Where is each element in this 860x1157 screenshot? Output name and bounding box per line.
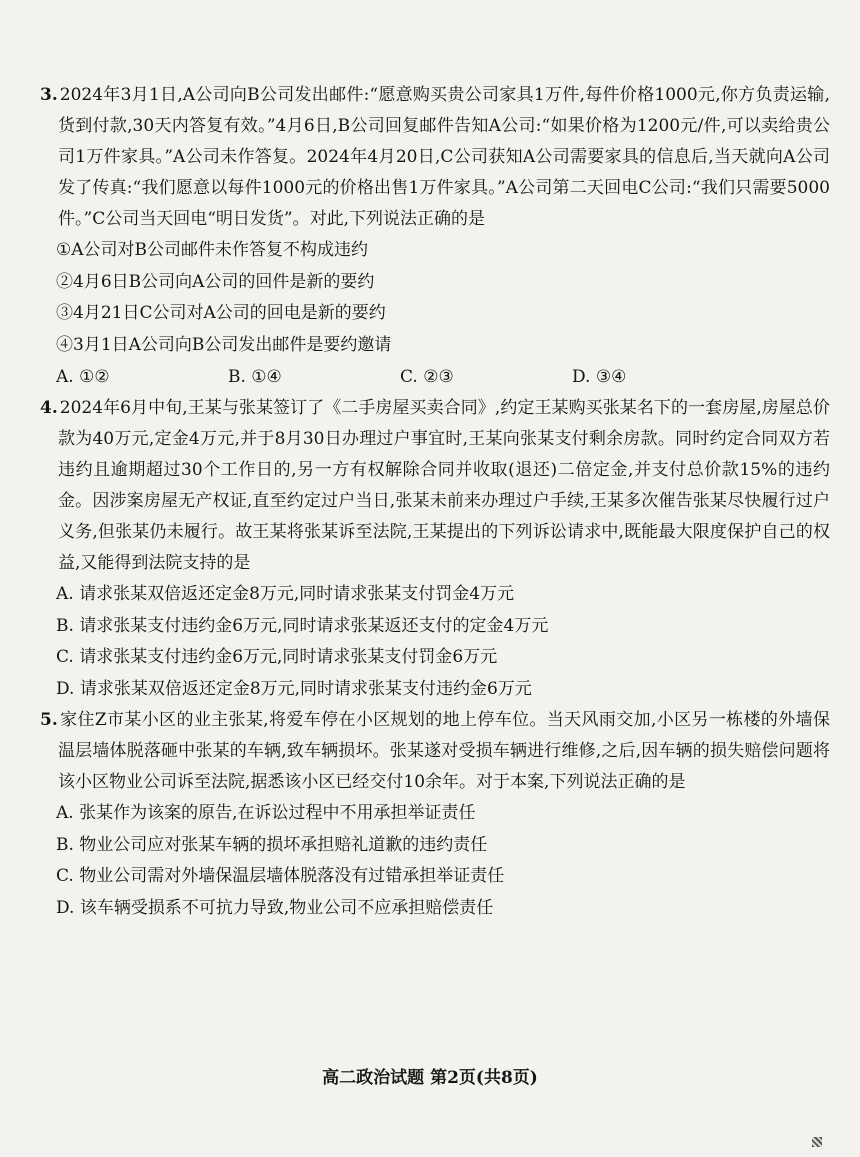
question-4-stem — [40, 393, 830, 579]
option-a: A. 请求张某双倍返还定金8万元,同时请求张某支付罚金4万元 — [56, 584, 515, 604]
option-d: D. 请求张某双倍返还定金8万元,同时请求张某支付违约金6万元 — [56, 678, 532, 699]
question-3-number: 3. — [40, 85, 58, 105]
question-5-stem-text: 家住Z市某小区的业主张某,将爱车停在小区规划的地上停车位。当天风雨交加,小区另一栋楼的外墙保温层墙体脱落砸中张某的车辆,致车辆损坏。张某遂对受损车辆进行维修,之后,因车辆的损失赔偿问题将该小区物业公司诉至法院,据悉该小区已经交付10余年。对于本案,下列说法正确的是 — [58, 710, 830, 792]
question-4-number: 4. — [40, 398, 58, 418]
page-footer: 高二政治试题 第2页(共8页) — [322, 1068, 538, 1088]
question-3 — [40, 80, 830, 393]
statement-2: ②4月6日B公司向A公司的回件是新的要约 — [56, 271, 375, 292]
question-5 — [40, 705, 830, 924]
question-4 — [40, 393, 830, 705]
option-d: D. 该车辆受损系不可抗力导致,物业公司不应承担赔偿责任 — [56, 897, 494, 918]
qr-code-icon — [812, 1137, 822, 1147]
statement-3: ③4月21日C公司对A公司的回电是新的要约 — [56, 303, 386, 323]
option-c: C. 请求张某支付违约金6万元,同时请求张某支付罚金6万元 — [56, 647, 498, 667]
option-a: A. ①② — [56, 367, 110, 387]
question-5-number: 5. — [40, 710, 58, 730]
question-4-stem-text: 2024年6月中旬,王某与张某签订了《二手房屋买卖合同》,约定王某购买张某名下的一套房屋,房屋总价款为40万元,定金4万元,并于8月30日办理过户事宜时,王某向张某支付剩余房款。同时约定合同双方若违约且逾期超过30个工作日的,另一方有权解除合同并收取(退还)二倍定金,并支付总价款15%的违约金。因涉案房屋无产权证,直至约定过户当日,张某未前来办理过户手续,王某多次催告张某尽快履行过户义务,但张某仍未履行。故王某将张某诉至法院,王某提出的下列诉讼请求中,既能最大限度保护自己的权益,又能得到法院支持的是 — [58, 398, 830, 573]
statement-4: ④3月1日A公司向B公司发出邮件是要约邀请 — [56, 334, 392, 355]
option-b: B. 物业公司应对张某车辆的损坏承担赔礼道歉的违约责任 — [56, 834, 488, 855]
question-3-options — [40, 361, 830, 393]
scanner-watermark — [812, 1137, 852, 1149]
question-3-stem-text: 2024年3月1日,A公司向B公司发出邮件:“愿意购买贵公司家具1万件,每件价格1000元,你方负责运输,货到付款,30天内答复有效。”4月6日,B公司回复邮件告知A公司:“如果价格为1200元/件,可以卖给贵公司1万件家具。”A公司未作答复。2024年4月20日,C公司获知A公司需要家具的信息后,当天就向A公司发了传真:“我们愿意以每件1000元的价格出售1万件家具。”A公司第二天回电C公司:“我们只需要5000件。”C公司当天回电“明日发货”。对此,下列说法正确的是 — [58, 85, 830, 229]
option-c: C. 物业公司需对外墙保温层墙体脱落没有过错承担举证责任 — [56, 866, 505, 886]
statement-1: ①A公司对B公司邮件未作答复不构成违约 — [56, 240, 369, 260]
question-5-stem — [40, 705, 830, 798]
option-a: A. 张某作为该案的原告,在诉讼过程中不用承担举证责任 — [56, 803, 476, 823]
option-d: D. ③④ — [572, 367, 627, 387]
option-b: B. 请求张某支付违约金6万元,同时请求张某返还支付的定金4万元 — [56, 615, 549, 636]
question-3-stem — [40, 80, 830, 235]
option-c: C. ②③ — [400, 367, 454, 387]
option-b: B. ①④ — [228, 367, 282, 387]
